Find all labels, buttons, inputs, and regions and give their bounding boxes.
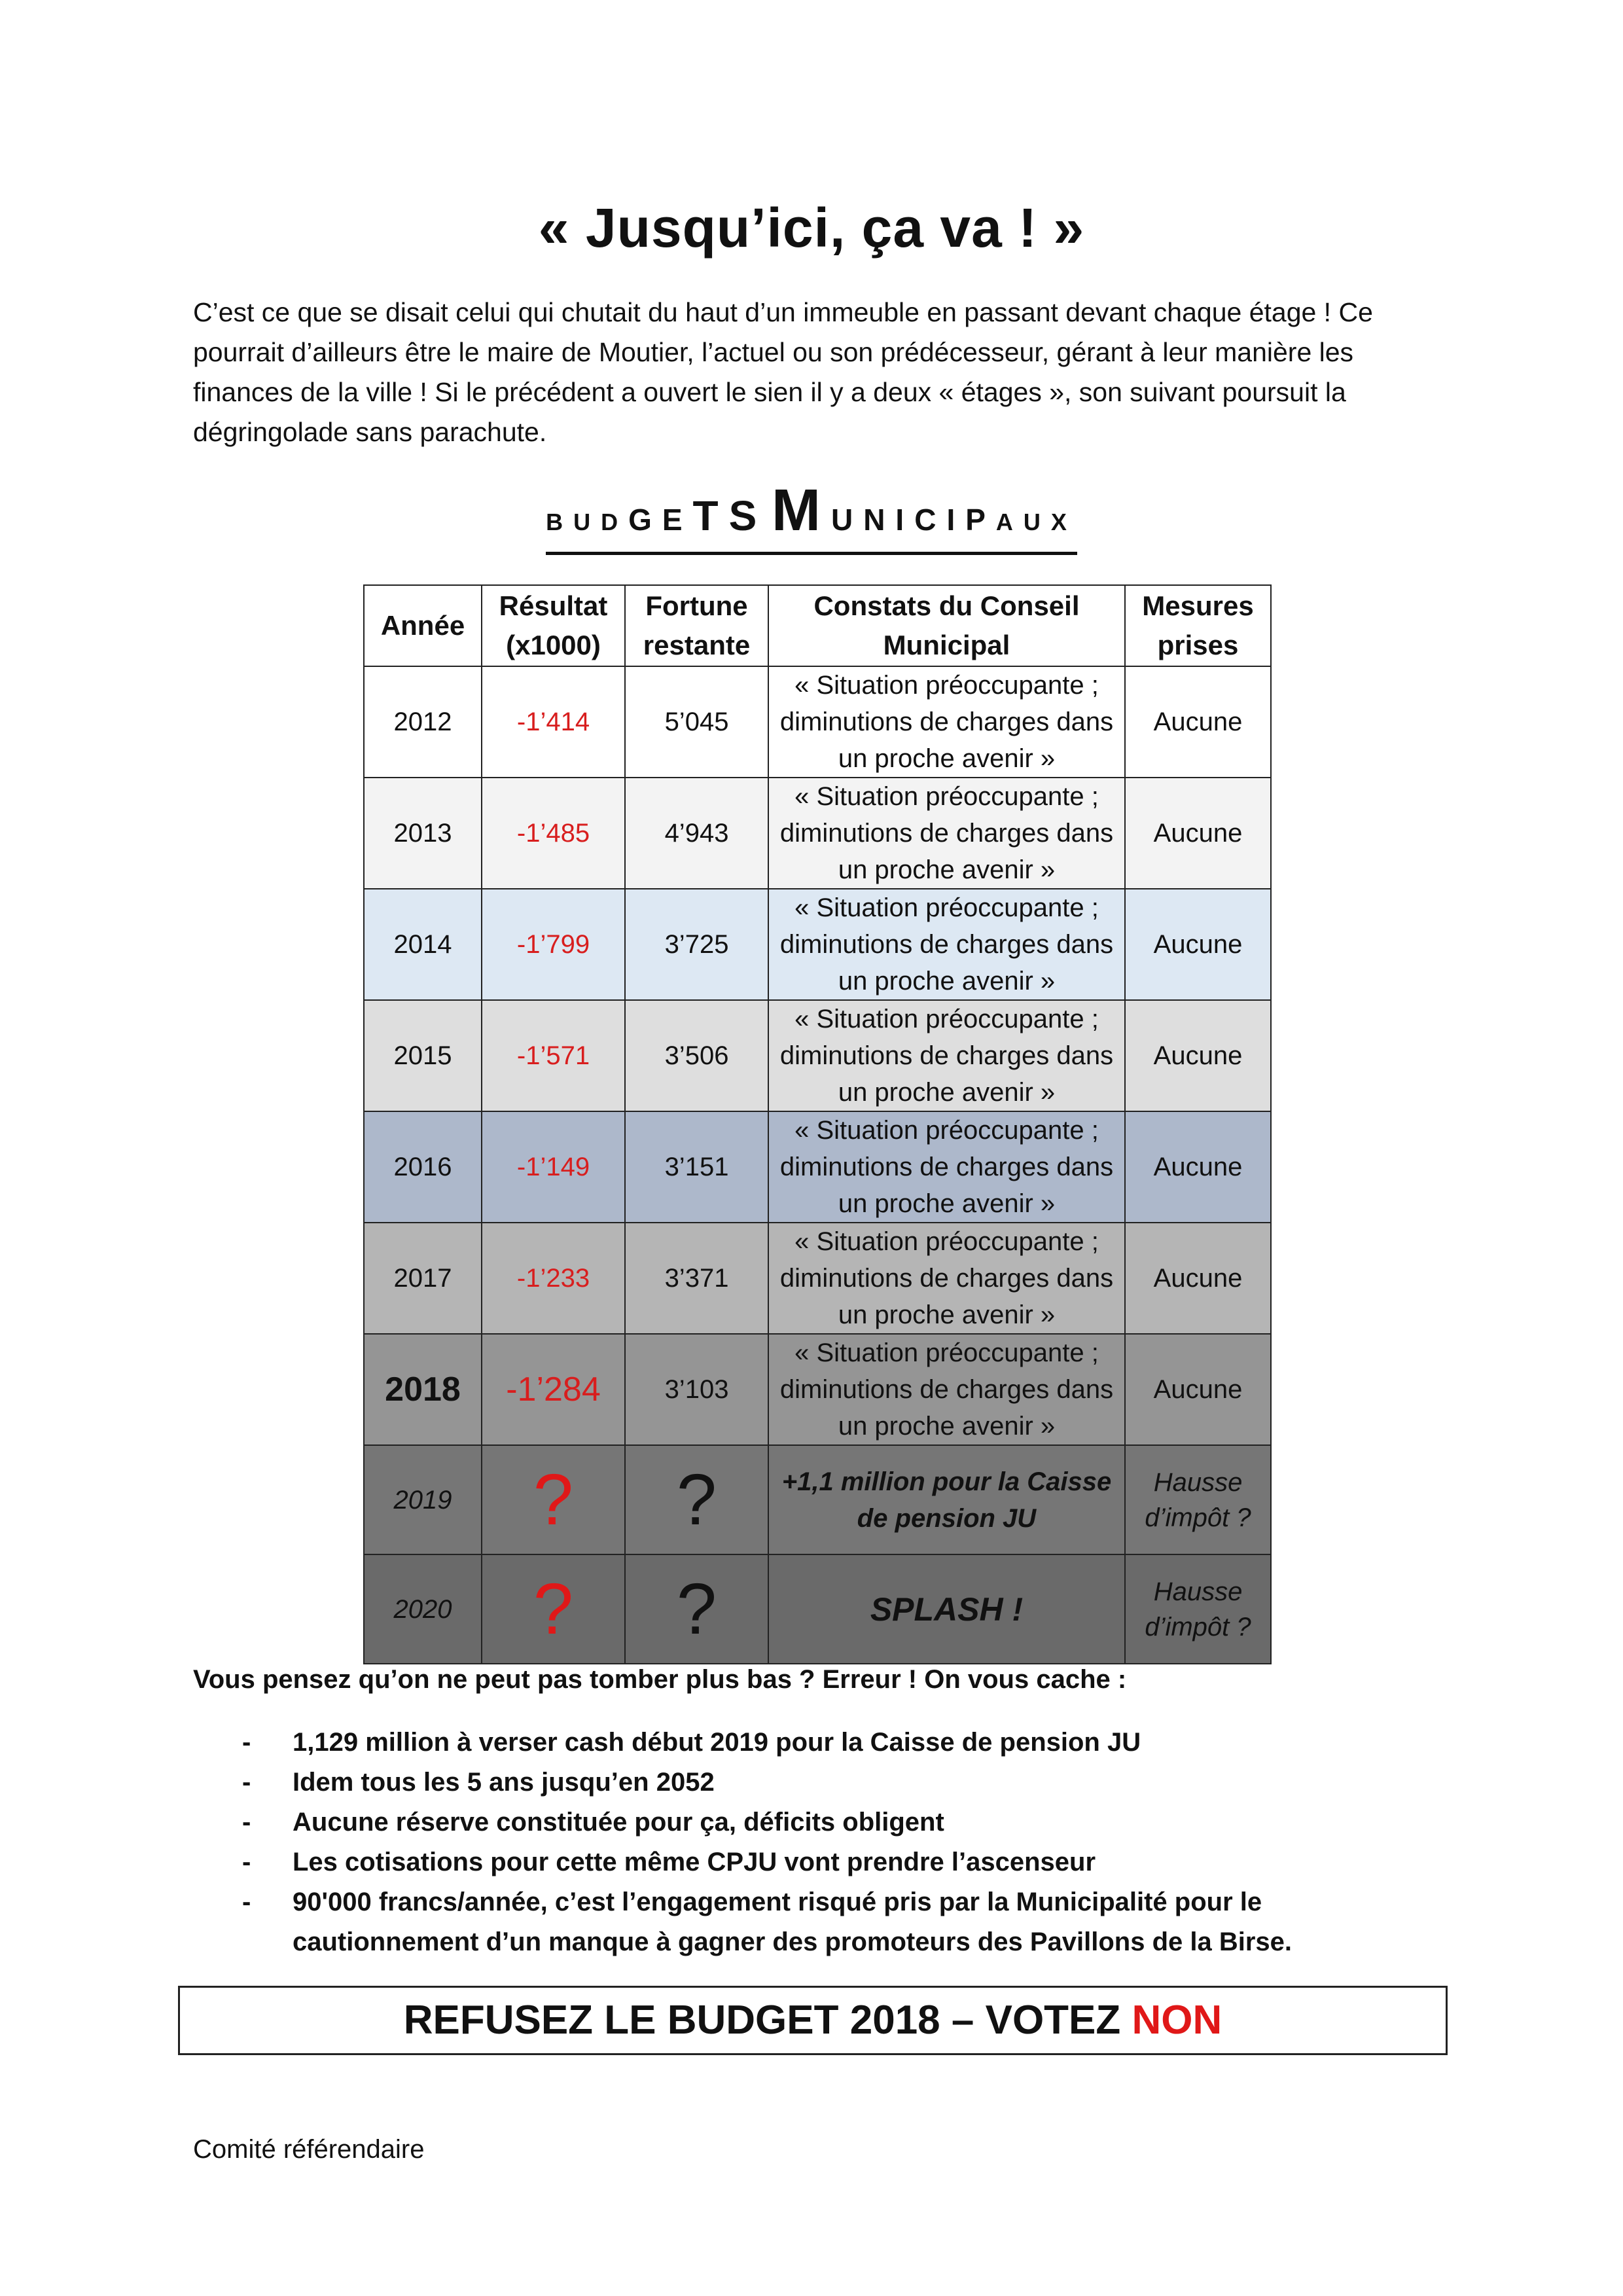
list-item	[193, 1842, 1436, 1882]
table-row	[364, 666, 1271, 778]
cell-year: 2017	[364, 1223, 482, 1334]
cell-constat: « Situation préoccupante ; diminutions de charges dans un proche avenir »	[768, 1334, 1125, 1445]
cell-result: -1’571	[482, 1000, 625, 1111]
list-item	[193, 1803, 1436, 1842]
dash-marker: -	[242, 1888, 251, 1916]
cell-mesure: Aucune	[1125, 1000, 1271, 1111]
cell-year: 2018	[364, 1334, 482, 1445]
cell-fortune: ?	[625, 1445, 768, 1554]
cell-mesure: Aucune	[1125, 666, 1271, 778]
cell-year: 2014	[364, 889, 482, 1000]
table-header-row	[364, 585, 1271, 666]
cell-result: -1’149	[482, 1111, 625, 1223]
call-to-action-box	[178, 1986, 1448, 2055]
section-title-part: M	[772, 478, 831, 543]
list-item-text: 1,129 million à verser cash début 2019 pour la Caisse de pension JU	[293, 1728, 1141, 1757]
cell-mesure: Hausse d’impôt ?	[1125, 1445, 1271, 1554]
table-row	[364, 1223, 1271, 1334]
cell-constat: « Situation préoccupante ; diminutions de charges dans un proche avenir »	[768, 1111, 1125, 1223]
dash-marker: -	[242, 1848, 251, 1876]
intro-paragraph: C’est ce que se disait celui qui chutait du haut d’un immeuble en passant devant chaque étage ! Ce pourrait d’ailleurs être le maire de Moutier, l’actuel ou son prédécesseur, gérant à leur manière les finances de la ville ! Si le précédent a ouvert le sien il y a deux « étages », son suivant poursuit la dégringolade sans parachute.	[193, 297, 1373, 447]
list-item-text: Aucune réserve constituée pour ça, déficits obligent	[293, 1808, 944, 1837]
list-item	[193, 1882, 1436, 1962]
cell-fortune: 3’725	[625, 889, 768, 1000]
cell-fortune: 3’371	[625, 1223, 768, 1334]
cell-constat: « Situation préoccupante ; diminutions de charges dans un proche avenir »	[768, 666, 1125, 778]
table-row	[364, 1111, 1271, 1223]
cell-fortune: 3’151	[625, 1111, 768, 1223]
list-item-text: Les cotisations pour cette même CPJU vont prendre l’ascenseur	[293, 1848, 1096, 1876]
header-mesures: Mesures prises	[1125, 585, 1271, 666]
cell-fortune: ?	[625, 1554, 768, 1664]
table-row	[364, 1554, 1271, 1664]
page-title: « Jusqu’ici, ça va ! »	[538, 197, 1085, 259]
cell-result: -1’414	[482, 666, 625, 778]
footer-signature: Comité référendaire	[193, 2135, 425, 2164]
section-title-underlined	[546, 478, 1077, 555]
section-title-part: GE	[628, 503, 693, 537]
hidden-facts-intro: Vous pensez qu’on ne peut pas tomber plus bas ? Erreur ! On vous cache :	[193, 1665, 1127, 1694]
cell-fortune: 4’943	[625, 778, 768, 889]
cell-mesure: Hausse d’impôt ?	[1125, 1554, 1271, 1664]
header-annee: Année	[364, 585, 482, 666]
cell-result: -1’284	[482, 1334, 625, 1445]
cell-result: -1’485	[482, 778, 625, 889]
cell-constat: « Situation préoccupante ; diminutions de charges dans un proche avenir »	[768, 889, 1125, 1000]
section-title-part: AUX	[995, 509, 1077, 535]
table-row	[364, 889, 1271, 1000]
cell-mesure: Aucune	[1125, 1223, 1271, 1334]
cell-fortune: 5’045	[625, 666, 768, 778]
cta-no: NON	[1132, 1998, 1222, 2043]
cell-constat: « Situation préoccupante ; diminutions de charges dans un proche avenir »	[768, 1223, 1125, 1334]
budget-table	[363, 584, 1272, 1664]
cell-constat: SPLASH !	[768, 1554, 1125, 1664]
cell-year: 2019	[364, 1445, 482, 1554]
dash-marker: -	[242, 1768, 251, 1797]
list-item-text: 90'000 francs/année, c’est l’engagement risqué pris par la Municipalité pour le cautionnement d’un manque à gagner des promoteurs des Pavillons de la Birse.	[293, 1888, 1293, 1956]
cell-constat: « Situation préoccupante ; diminutions de charges dans un proche avenir »	[768, 1000, 1125, 1111]
cell-result: -1’233	[482, 1223, 625, 1334]
section-title	[0, 478, 1623, 558]
cell-constat: « Situation préoccupante ; diminutions de charges dans un proche avenir »	[768, 778, 1125, 889]
cell-mesure: Aucune	[1125, 778, 1271, 889]
section-title-part: TS	[692, 492, 768, 539]
cell-year: 2016	[364, 1111, 482, 1223]
cell-result: -1’799	[482, 889, 625, 1000]
header-fortune: Fortune restante	[625, 585, 768, 666]
hidden-facts-list	[193, 1723, 1436, 1962]
section-title-part: IP	[946, 503, 996, 537]
cell-year: 2020	[364, 1554, 482, 1664]
section-title-part: BUD	[546, 509, 629, 535]
header-constats: Constats du Conseil Municipal	[768, 585, 1125, 666]
table-row	[364, 778, 1271, 889]
cell-mesure: Aucune	[1125, 1334, 1271, 1445]
cell-year: 2015	[364, 1000, 482, 1111]
cell-fortune: 3’103	[625, 1334, 768, 1445]
header-resultat: Résultat (x1000)	[482, 585, 625, 666]
list-item	[193, 1763, 1436, 1803]
dash-marker: -	[242, 1728, 251, 1757]
cta-text: REFUSEZ LE BUDGET 2018 – VOTEZ	[403, 1998, 1132, 2043]
cell-result: ?	[482, 1445, 625, 1554]
cell-constat: +1,1 million pour la Caisse de pension JU	[768, 1445, 1125, 1554]
list-item	[193, 1723, 1436, 1763]
cell-mesure: Aucune	[1125, 889, 1271, 1000]
table-row	[364, 1445, 1271, 1554]
cell-fortune: 3’506	[625, 1000, 768, 1111]
list-item-text: Idem tous les 5 ans jusqu’en 2052	[293, 1768, 715, 1797]
cell-year: 2012	[364, 666, 482, 778]
cell-mesure: Aucune	[1125, 1111, 1271, 1223]
table-row	[364, 1334, 1271, 1445]
section-title-part: UNIC	[830, 503, 947, 537]
cell-year: 2013	[364, 778, 482, 889]
cell-result: ?	[482, 1554, 625, 1664]
dash-marker: -	[242, 1808, 251, 1837]
table-row	[364, 1000, 1271, 1111]
